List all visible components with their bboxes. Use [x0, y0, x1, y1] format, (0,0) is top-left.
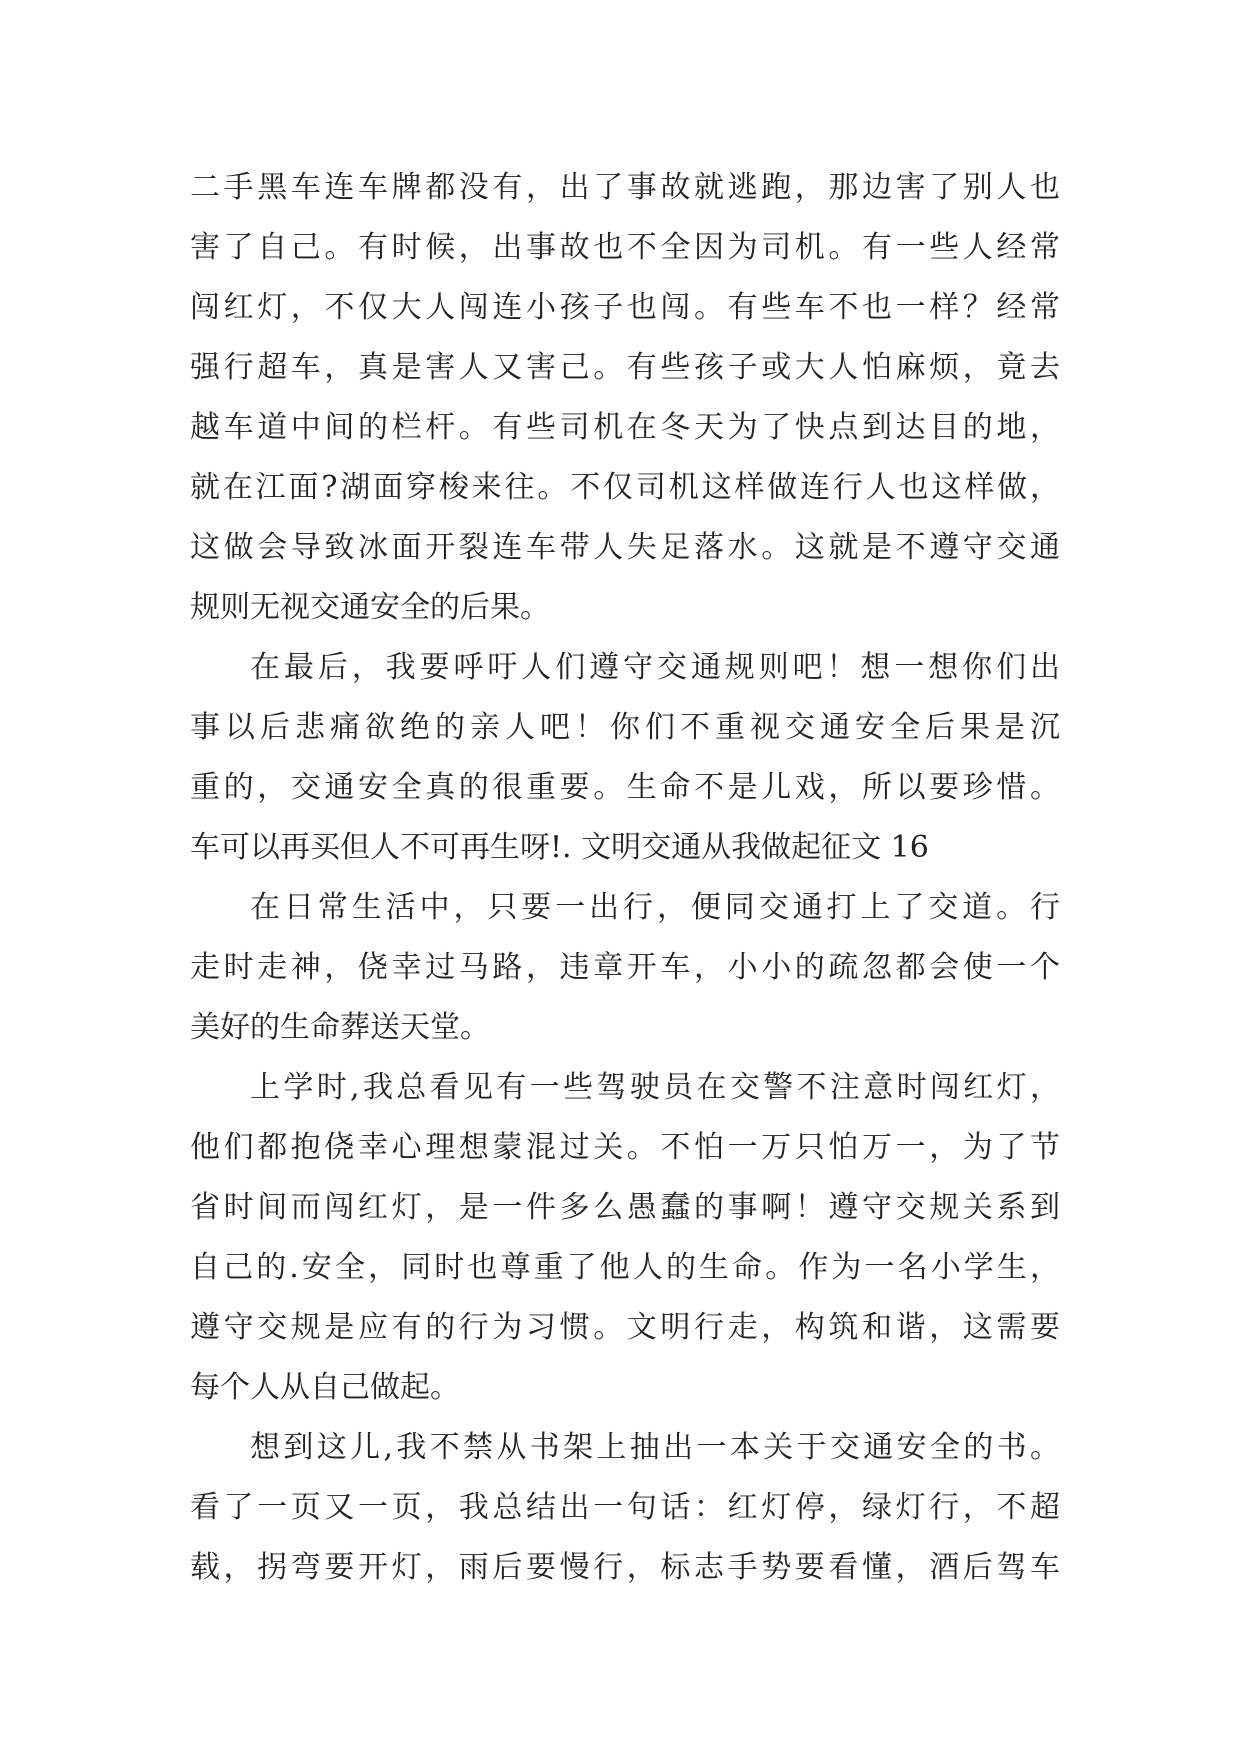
- text-line: 二手黑车连车牌都没有，出了事故就逃跑，那边害了别人也: [190, 170, 1060, 205]
- paragraph-first-line: 在日常生活中，只要一出行，便同交通打上了交道。行: [250, 890, 1060, 925]
- text-line: 自己的.安全，同时也尊重了他人的生命。作为一名小学生，: [190, 1250, 1060, 1285]
- text-line: 车可以再买但人不可再生呀!. 文明交通从我做起征文 16: [190, 830, 929, 865]
- text-line: 省时间而闯红灯，是一件多么愚蠢的事啊！遵守交规关系到: [190, 1190, 1060, 1225]
- text-line: 看了一页又一页，我总结出一句话：红灯停，绿灯行，不超: [190, 1490, 1060, 1525]
- text-line: 载，拐弯要开灯，雨后要慢行，标志手势要看懂，酒后驾车: [190, 1550, 1060, 1585]
- text-line: 走时走神，侥幸过马路，违章开车，小小的疏忽都会使一个: [190, 950, 1060, 985]
- text-line: 遵守交规是应有的行为习惯。文明行走，构筑和谐，这需要: [190, 1310, 1060, 1345]
- text-line: 每个人从自己做起。: [190, 1370, 460, 1405]
- paragraph-first-line: 想到这儿,我不禁从书架上抽出一本关于交通安全的书。: [250, 1430, 1060, 1465]
- text-line: 就在江面?湖面穿梭来往。不仅司机这样做连行人也这样做，: [190, 470, 1060, 505]
- text-line: 规则无视交通安全的后果。: [190, 590, 550, 625]
- text-line: 强行超车，真是害人又害己。有些孩子或大人怕麻烦，竟去: [190, 350, 1060, 385]
- text-line: 害了自己。有时候，出事故也不全因为司机。有一些人经常: [190, 230, 1060, 265]
- text-line: 这做会导致冰面开裂连车带人失足落水。这就是不遵守交通: [190, 530, 1060, 565]
- paragraph-first-line: 上学时,我总看见有一些驾驶员在交警不注意时闯红灯，: [250, 1070, 1060, 1105]
- text-line: 越车道中间的栏杆。有些司机在冬天为了快点到达目的地，: [190, 410, 1060, 445]
- text-line: 重的，交通安全真的很重要。生命不是儿戏，所以要珍惜。: [190, 770, 1060, 805]
- body-text: [190, 158, 1060, 1598]
- text-line: 闯红灯，不仅大人闯连小孩子也闯。有些车不也一样？经常: [190, 290, 1060, 325]
- paragraph-first-line: 在最后，我要呼吁人们遵守交通规则吧！想一想你们出: [250, 650, 1060, 685]
- text-line: 事以后悲痛欲绝的亲人吧！你们不重视交通安全后果是沉: [190, 710, 1060, 745]
- text-line: 他们都抱侥幸心理想蒙混过关。不怕一万只怕万一，为了节: [190, 1130, 1060, 1165]
- text-line: 美好的生命葬送天堂。: [190, 1010, 490, 1045]
